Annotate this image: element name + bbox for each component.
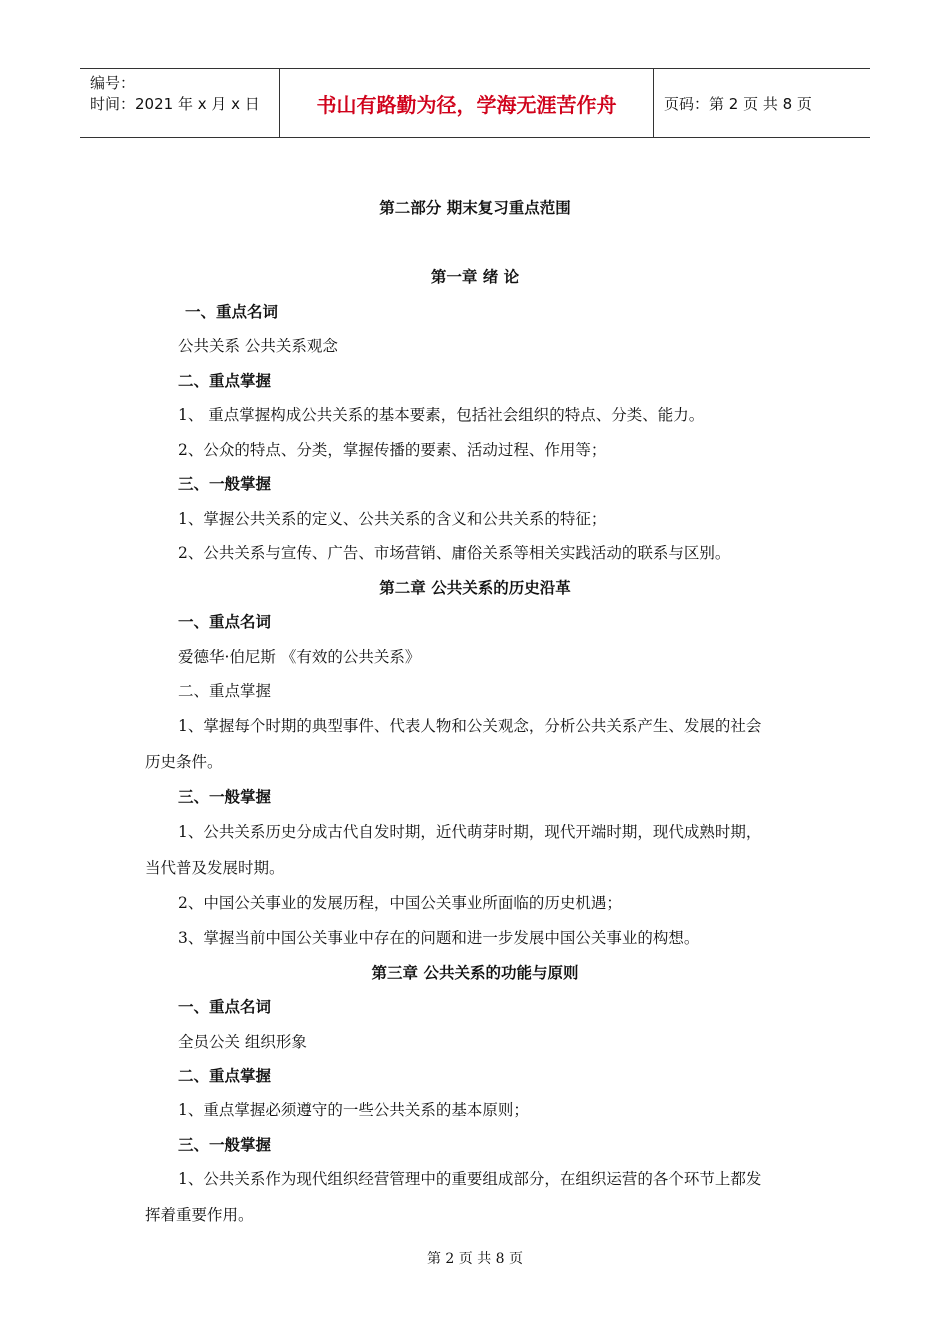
- ch3-section-1-heading: 一、重点名词: [178, 998, 272, 1016]
- ch2-section-3-heading: 三、一般掌握: [178, 788, 272, 806]
- ch2-s3-item-2: 2、中国公关事业的发展历程，中国公关事业所面临的历史机遇；: [178, 894, 622, 912]
- ch3-key-terms: 全员公关 组织形象: [178, 1033, 307, 1051]
- ch2-s2-item-1-line-1: 1、掌握每个时期的典型事件、代表人物和公关观念，分析公共关系产生、发展的社会: [178, 717, 762, 735]
- ch1-key-terms: 公共关系 公共关系观念: [178, 337, 338, 355]
- ch3-s3-item-1-line-1: 1、公共关系作为现代组织经营管理中的重要组成部分，在组织运营的各个环节上都发: [178, 1170, 762, 1188]
- ch1-section-3-heading: 三、一般掌握: [178, 475, 272, 493]
- header-motto: 书山有路勤为径，学海无涯苦作舟: [280, 69, 654, 137]
- ch3-s2-item-1: 1、重点掌握必须遵守的一些公共关系的基本原则；: [178, 1101, 529, 1119]
- page-footer: 第 2 页 共 8 页: [426, 1251, 524, 1267]
- chapter-1-title: 第一章 绪 论: [430, 268, 520, 286]
- header-time: 时间：2021 年 x 月 x 日: [90, 95, 260, 113]
- header-page-info: 页码：第 2 页 共 8 页: [664, 94, 812, 113]
- ch1-s2-item-2: 2、公众的特点、分类，掌握传播的要素、活动过程、作用等；: [178, 441, 607, 459]
- ch3-section-2-heading: 二、重点掌握: [178, 1067, 272, 1085]
- ch2-s3-item-1-line-2: 当代普及发展时期。: [145, 859, 285, 877]
- ch2-key-terms: 爱德华·伯尼斯 《有效的公共关系》: [178, 648, 421, 666]
- header-number: 编号：: [90, 74, 136, 92]
- header-meta: [80, 69, 280, 137]
- chapter-3-title: 第三章 公共关系的功能与原则: [371, 964, 579, 982]
- ch2-s3-item-3: 3、掌握当前中国公关事业中存在的问题和进一步发展中国公关事业的构想。: [178, 929, 700, 947]
- ch1-s3-item-1: 1、掌握公共关系的定义、公共关系的含义和公共关系的特征；: [178, 510, 607, 528]
- ch1-section-1-heading: 一、重点名词: [185, 303, 279, 321]
- ch1-s3-item-2: 2、公共关系与宣传、广告、市场营销、庸俗关系等相关实践活动的联系与区别。: [178, 544, 731, 562]
- ch2-s3-item-1-line-1: 1、公共关系历史分成古代自发时期，近代萌芽时期，现代开端时期，现代成熟时期，: [178, 823, 762, 841]
- ch1-section-2-heading: 二、重点掌握: [178, 372, 272, 390]
- ch2-s2-item-1-line-2: 历史条件。: [145, 753, 223, 771]
- part-title: 第二部分 期末复习重点范围: [379, 199, 571, 217]
- ch3-s3-item-1-line-2: 挥着重要作用。: [145, 1206, 254, 1224]
- chapter-2-title: 第二章 公共关系的历史沿革: [379, 579, 571, 597]
- ch2-section-1-heading: 一、重点名词: [178, 613, 272, 631]
- ch3-section-3-heading: 三、一般掌握: [178, 1136, 272, 1154]
- ch2-section-2-heading: 二、重点掌握: [178, 682, 272, 700]
- document-header: [80, 68, 870, 138]
- ch1-s2-item-1: 1、 重点掌握构成公共关系的基本要素，包括社会组织的特点、分类、能力。: [178, 406, 705, 424]
